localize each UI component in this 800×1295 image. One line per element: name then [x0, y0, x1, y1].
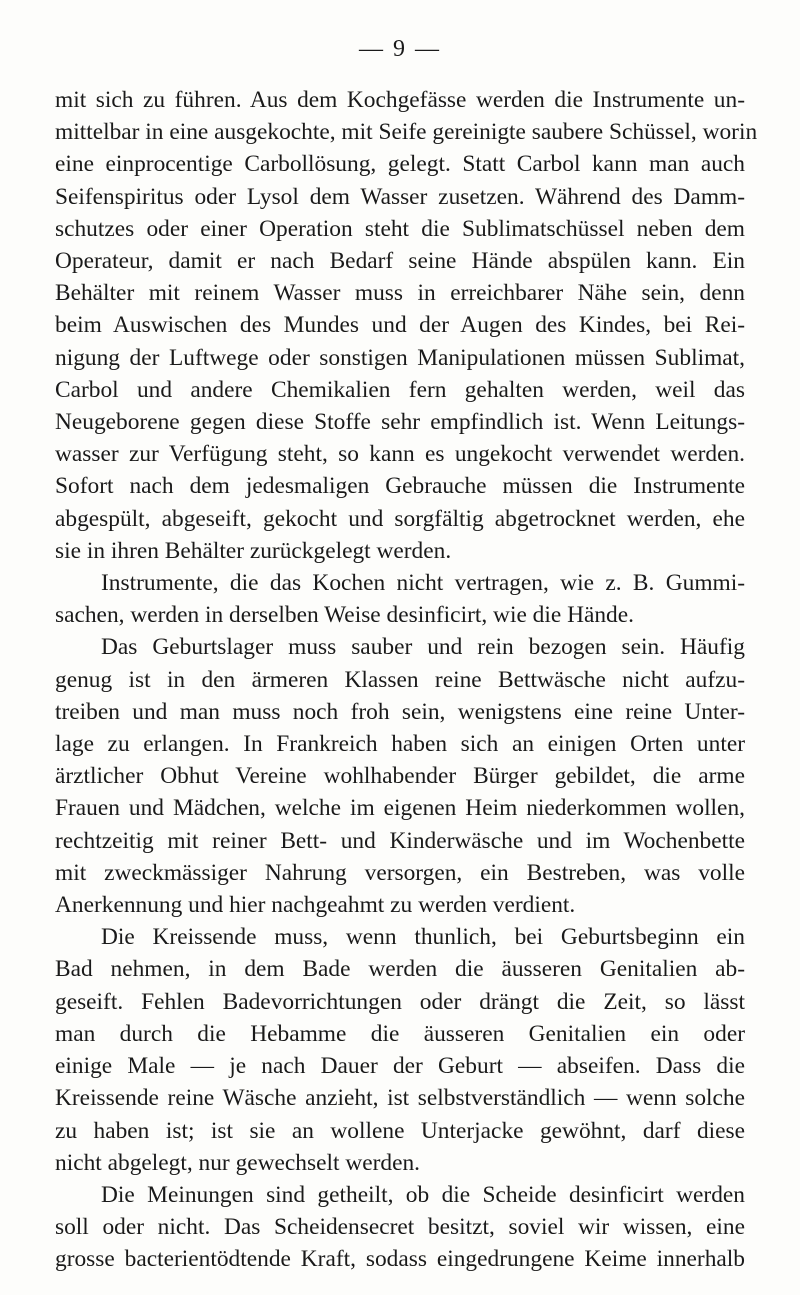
text-line: Neugeborene gegen diese Stoffe sehr empfindlich ist. Wenn Leitungs- — [55, 409, 745, 436]
paragraph — [55, 921, 745, 1179]
text-line: mit zweckmässiger Nahrung versorgen, ein Bestreben, was volle — [55, 859, 745, 886]
text-line: nigung der Luftwege oder sonstigen Manipulationen müssen Sublimat, — [55, 344, 745, 371]
text-line: Operateur, damit er nach Bedarf seine Hände abspülen kann. Ein — [55, 248, 745, 275]
text-line: Die Meinungen sind getheilt, ob die Scheide desinficirt werden — [101, 1181, 745, 1208]
paragraph — [55, 567, 745, 631]
text-line: beim Auswischen des Mundes und der Augen des Kindes, bei Rei- — [55, 312, 745, 339]
text-line: Kreissende reine Wäsche anzieht, ist selbstverständlich — wenn solche — [55, 1085, 745, 1112]
text-line: zu haben ist; ist sie an wollene Unterjacke gewöhnt, darf diese — [55, 1117, 745, 1144]
text-line: abgespült, abgeseift, gekocht und sorgfältig abgetrocknet werden, ehe — [55, 505, 745, 532]
text-line: ärztlicher Obhut Vereine wohlhabender Bürger gebildet, die arme — [55, 763, 745, 790]
paragraph — [55, 631, 745, 921]
text-line: Frauen und Mädchen, welche im eigenen Heim niederkommen wollen, — [55, 795, 745, 822]
text-line: Das Geburtslager muss sauber und rein bezogen sein. Häufig — [101, 634, 745, 661]
text-line: eine einprocentige Carbollösung, gelegt. Statt Carbol kann man auch — [55, 151, 745, 178]
text-line: genug ist in den ärmeren Klassen reine Bettwäsche nicht aufzu- — [55, 666, 745, 693]
text-line: mit sich zu führen. Aus dem Kochgefässe werden die Instrumente un- — [55, 87, 745, 113]
text-line: Carbol und andere Chemikalien fern gehalten werden, weil das — [55, 376, 745, 403]
paragraph — [55, 1179, 745, 1276]
text-line: schutzes oder einer Operation steht die Sublimatschüssel neben dem — [55, 215, 745, 242]
body-text — [55, 84, 758, 1276]
text-line: treiben und man muss noch froh sein, wenigstens eine reine Unter- — [55, 698, 745, 725]
text-line: wasser zur Verfügung steht, so kann es ungekocht verwendet werden. — [55, 441, 745, 468]
text-line: Anerkennung und hier nachgeahmt zu werden verdient. — [55, 892, 576, 919]
text-line: lage zu erlangen. In Frankreich haben sich an einigen Orten unter — [55, 731, 745, 758]
text-line: Seifenspiritus oder Lysol dem Wasser zusetzen. Während des Damm- — [55, 183, 745, 210]
text-line: rechtzeitig mit reiner Bett- und Kinderwäsche und im Wochenbette — [55, 827, 745, 854]
text-line: sie in ihren Behälter zurückgelegt werden. — [55, 537, 452, 564]
text-line: einige Male — je nach Dauer der Geburt — abseifen. Dass die — [55, 1053, 745, 1080]
text-line: sachen, werden in derselben Weise desinficirt, wie die Hände. — [55, 602, 634, 629]
text-line: soll oder nicht. Das Scheidensecret besitzt, soviel wir wissen, eine — [55, 1214, 745, 1241]
page-number: — 9 — — [359, 36, 441, 62]
text-line: Bad nehmen, in dem Bade werden die äusseren Genitalien ab- — [55, 956, 745, 983]
text-line: grosse bacterientödtende Kraft, sodass eingedrungene Keime innerhalb — [55, 1246, 745, 1273]
text-line: Behälter mit reinem Wasser muss in erreichbarer Nähe sein, denn — [55, 280, 745, 307]
text-line: geseift. Fehlen Badevorrichtungen oder drängt die Zeit, so lässt — [55, 988, 745, 1015]
paragraph — [55, 84, 758, 567]
text-line: Die Kreissende muss, wenn thunlich, bei Geburtsbeginn ein — [101, 924, 745, 951]
text-line: nicht abgelegt, nur gewechselt werden. — [55, 1149, 421, 1176]
text-line: man durch die Hebamme die äusseren Genitalien ein oder — [55, 1020, 745, 1047]
text-line: mittelbar in eine ausgekochte, mit Seife gereinigte saubere Schüssel, worin — [55, 119, 758, 146]
text-line: Instrumente, die das Kochen nicht vertragen, wie z. B. Gummi- — [101, 570, 745, 597]
text-line: Sofort nach dem jedesmaligen Gebrauche müssen die Instrumente — [55, 473, 745, 500]
